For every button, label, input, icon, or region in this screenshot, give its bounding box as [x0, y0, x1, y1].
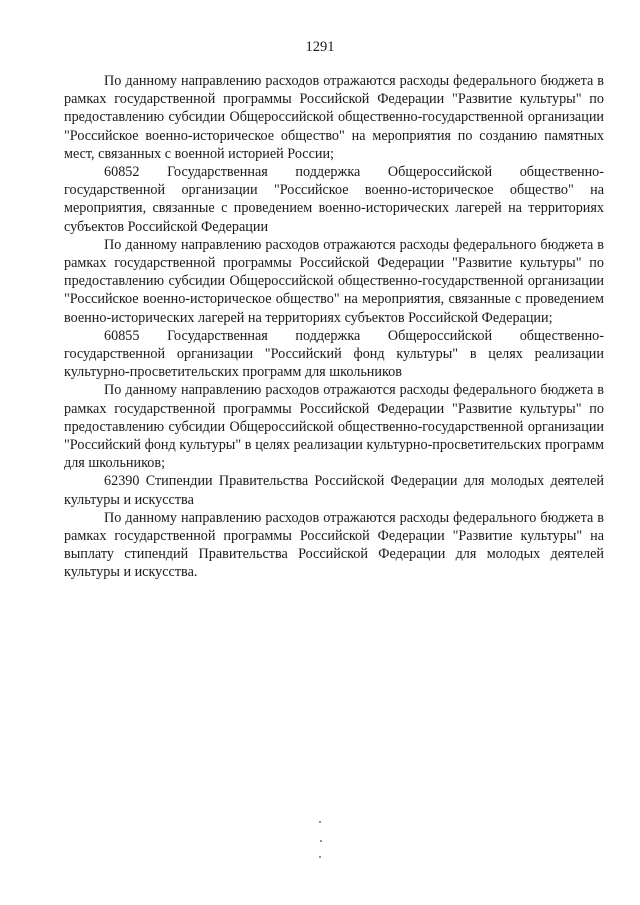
paragraph-expense-description-4: По данному направлению расходов отражаются расходы федерального бюджета в рамках государственной программы Российской Федерации "Развитие культуры" на выплату стипендий Правительства Российской Федерации для молодых деятелей культуры и искусства. [64, 509, 604, 581]
page-number: 1291 [305, 39, 335, 55]
document-body [64, 72, 604, 582]
paragraph-expense-description-1: По данному направлению расходов отражаются расходы федерального бюджета в рамках государственной программы Российской Федерации "Развитие культуры" по предоставлению субсидии Общероссийской общественно-государственной организации "Российское военно-историческое общество" на мероприятия по созданию памятных мест, связанных с военной историей России; [64, 73, 604, 162]
scan-dot [320, 840, 322, 842]
paragraph-code-62390: 62390 Стипендии Правительства Российской Федерации для молодых деятелей культуры и искусства [64, 473, 604, 508]
paragraph-code-60855: 60855 Государственная поддержка Общероссийской общественно-государственной организации "Российский фонд культуры" в целях реализации культурно-просветительских программ для школьников [64, 327, 604, 381]
paragraph-expense-description-3: По данному направлению расходов отражаются расходы федерального бюджета в рамках государственной программы Российской Федерации "Развитие культуры" по предоставлению субсидии Общероссийской общественно-государственной организации "Российский фонд культуры" в целях реализации культурно-просветительских программ для школьников; [64, 382, 604, 472]
scan-dot [319, 821, 321, 823]
paragraph-code-60852: 60852 Государственная поддержка Общероссийской общественно-государственной организации "Российское военно-историческое общество" на мероприятия, связанные с проведением военно-исторических лагерей на территориях субъектов Российской Федерации [64, 164, 604, 235]
paragraph-expense-description-2: По данному направлению расходов отражаются расходы федерального бюджета в рамках государственной программы Российской Федерации "Развитие культуры" по предоставлению субсидии Общероссийской общественно-государственной организации "Российское военно-историческое общество" на мероприятия, связанные с проведением военно-исторических лагерей на территориях субъектов Российской Федерации; [64, 236, 604, 326]
scan-dot [319, 856, 321, 858]
